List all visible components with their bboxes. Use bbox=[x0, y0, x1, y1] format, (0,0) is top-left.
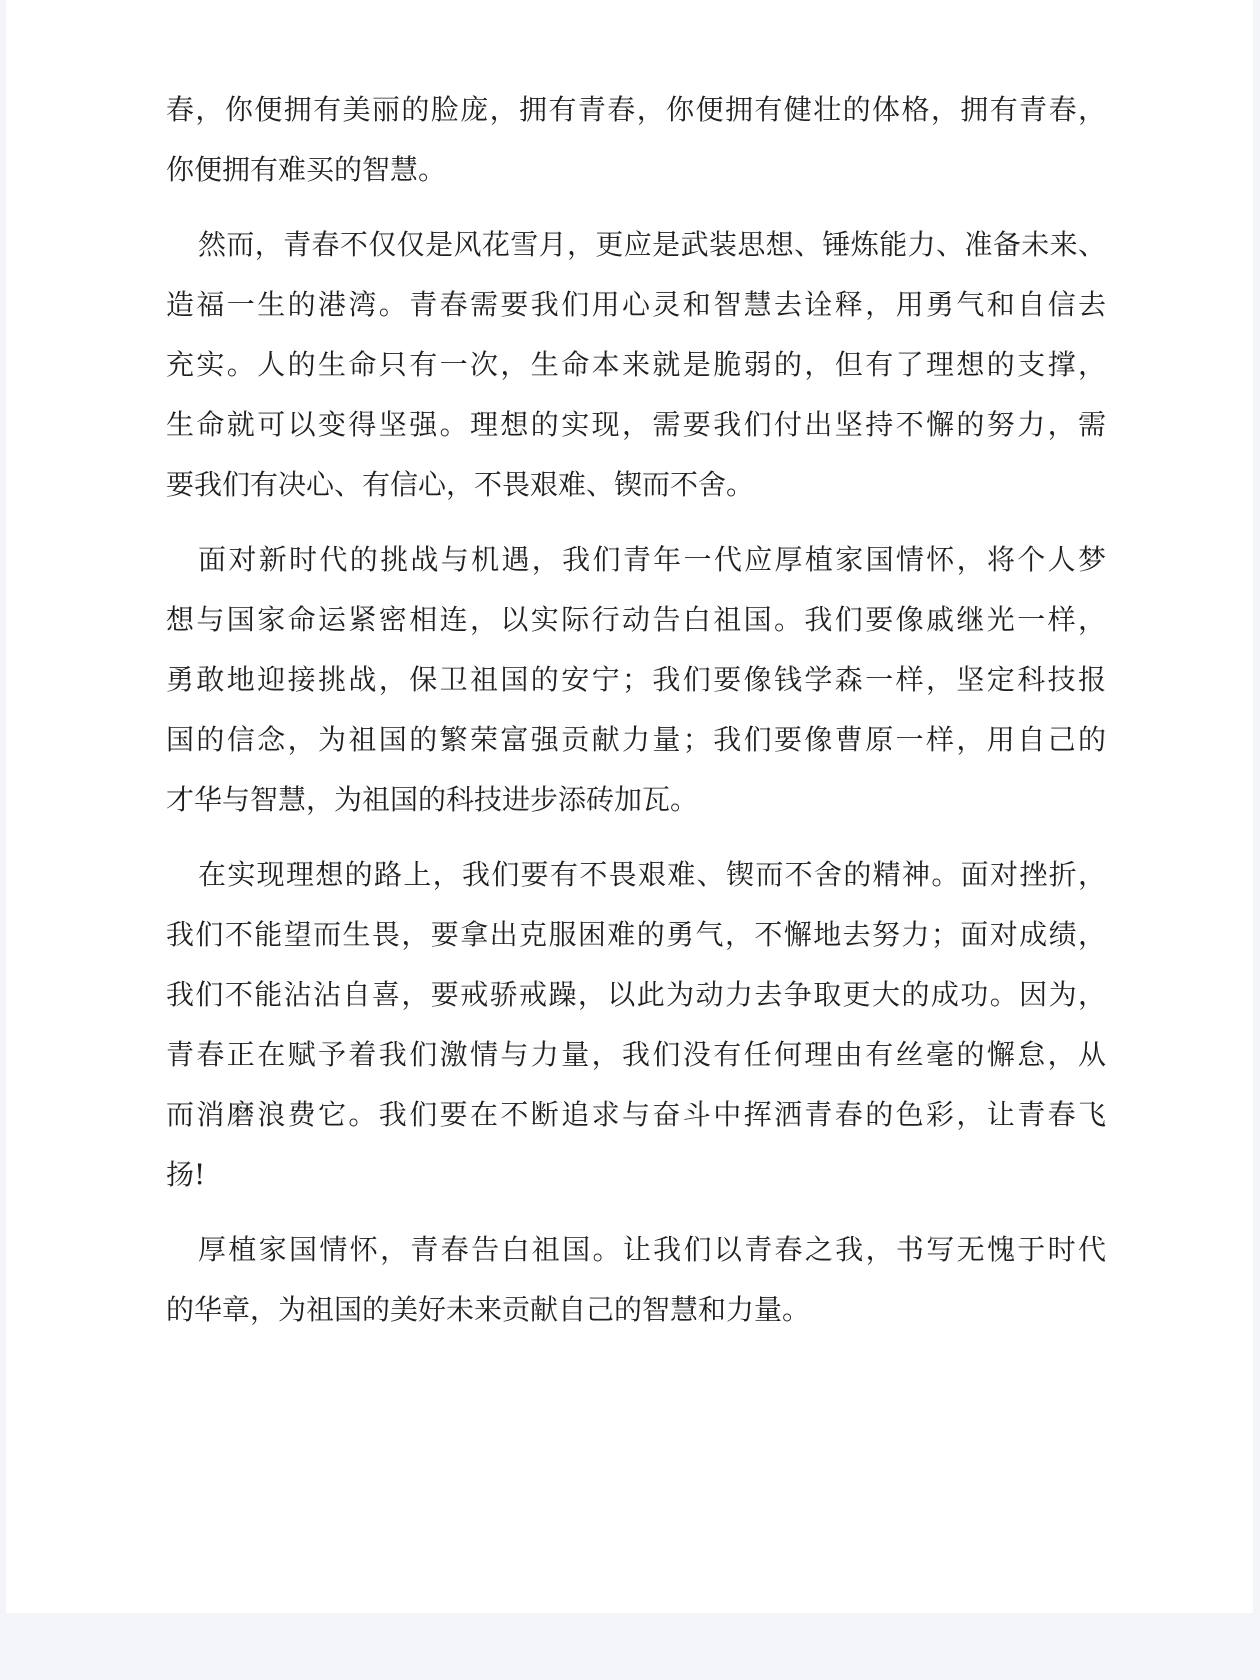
text-line: 面对新时代的挑战与机遇，我们青年一代应厚植家国情怀，将个人梦 bbox=[198, 543, 1106, 576]
text-line: 厚植家国情怀，青春告白祖国。让我们以青春之我，书写无愧于时代 bbox=[198, 1233, 1106, 1266]
text-line: 想与国家命运紧密相连，以实际行动告白祖国。我们要像戚继光一样， bbox=[166, 603, 1106, 636]
text-line: 春，你便拥有美丽的脸庞，拥有青春，你便拥有健壮的体格，拥有青春， bbox=[166, 93, 1106, 126]
paragraph bbox=[166, 530, 1106, 830]
text-line: 勇敢地迎接挑战，保卫祖国的安宁；我们要像钱学森一样，坚定科技报 bbox=[166, 663, 1106, 696]
text-line: 充实。人的生命只有一次，生命本来就是脆弱的，但有了理想的支撑， bbox=[166, 348, 1106, 381]
document-content bbox=[166, 80, 1106, 1355]
text-line: 然而，青春不仅仅是风花雪月，更应是武装思想、锤炼能力、准备未来、 bbox=[198, 228, 1106, 261]
text-line: 要我们有决心、有信心，不畏艰难、锲而不舍。 bbox=[166, 468, 755, 501]
paragraph bbox=[166, 215, 1106, 515]
paragraph bbox=[166, 845, 1106, 1205]
text-line: 造福一生的港湾。青春需要我们用心灵和智慧去诠释，用勇气和自信去 bbox=[166, 288, 1106, 321]
text-line: 才华与智慧，为祖国的科技进步添砖加瓦。 bbox=[166, 783, 699, 816]
text-line: 国的信念，为祖国的繁荣富强贡献力量；我们要像曹原一样，用自己的 bbox=[166, 723, 1106, 756]
text-line: 在实现理想的路上，我们要有不畏艰难、锲而不舍的精神。面对挫折， bbox=[198, 858, 1106, 891]
text-line: 扬! bbox=[166, 1158, 206, 1191]
text-line: 我们不能望而生畏，要拿出克服困难的勇气，不懈地去努力；面对成绩， bbox=[166, 918, 1106, 951]
text-line: 而消磨浪费它。我们要在不断追求与奋斗中挥洒青春的色彩，让青春飞 bbox=[166, 1098, 1106, 1131]
document-page bbox=[6, 0, 1253, 1613]
text-line: 你便拥有难买的智慧。 bbox=[166, 153, 447, 186]
paragraph bbox=[166, 1220, 1106, 1340]
text-line: 的华章，为祖国的美好未来贡献自己的智慧和力量。 bbox=[166, 1293, 811, 1326]
paragraph bbox=[166, 80, 1106, 200]
text-line: 青春正在赋予着我们激情与力量，我们没有任何理由有丝毫的懈怠，从 bbox=[166, 1038, 1106, 1071]
text-line: 生命就可以变得坚强。理想的实现，需要我们付出坚持不懈的努力，需 bbox=[166, 408, 1106, 441]
text-line: 我们不能沾沾自喜，要戒骄戒躁，以此为动力去争取更大的成功。因为， bbox=[166, 978, 1106, 1011]
